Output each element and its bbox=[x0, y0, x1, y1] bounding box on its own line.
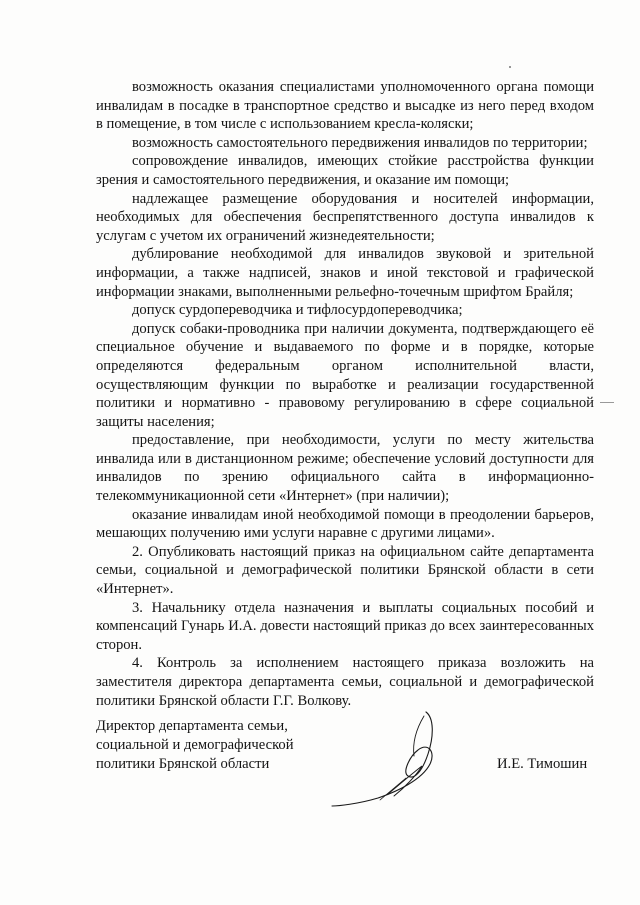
paragraph-information-duplication: дублирование необходимой для инвалидов звуковой и зрительной информации, а также надписей, знаков и иной текстовой и графической информации знаками, выполненными рельефно-точечным шрифтом Брайля; bbox=[96, 246, 594, 300]
paragraph-escort: сопровождение инвалидов, имеющих стойкие расстройства функции зрения и самостоятельного передвижения, и оказание им помощи; bbox=[96, 153, 594, 188]
paragraph-sign-interpreter: допуск сурдопереводчика и тифлосурдопереводчика; bbox=[132, 302, 463, 319]
paragraph-item-2-publish: 2. Опубликовать настоящий приказ на официальном сайте департамента семьи, социальной и демографической политики Брянской области в сети «Интернет». bbox=[96, 543, 594, 598]
paragraph-remote-service: предоставление, при необходимости, услуги по месту жительства инвалида или в дистанционном режиме; обеспечение условий доступности для инвалидов по зрению официального сайта в информационно-телекоммуникационной сети «Интернет» (при наличии); bbox=[96, 432, 594, 505]
scan-speck bbox=[600, 402, 614, 403]
paragraph-boarding-assistance: возможность оказания специалистами уполномоченного органа помощи инвалидам в посадке в транспортное средство и высадке из него перед входом в помещение, в том числе с использованием кресла-коляски; bbox=[96, 79, 594, 133]
signatory-name: И.Е. Тимошин bbox=[497, 756, 588, 772]
signatory-position-line: Директор департамента семьи, bbox=[96, 718, 288, 734]
signatory-position bbox=[96, 717, 294, 774]
paragraph-guide-dog: допуск собаки-проводника при наличии документа, подтверждающего её специальное обучение и выдаваемого по форме и в порядке, которые определяются федеральным органом исполнительной власти, осуществляющим функции по выработке и реализации государственной политики и нормативно - правовому регулированию в сфере социальной защиты населения; bbox=[96, 320, 594, 430]
paragraph-other-assistance: оказание инвалидам иной необходимой помощи в преодолении барьеров, мешающих получению ими услуги наравне с другими лицами». bbox=[96, 506, 594, 542]
paragraph-item-4-control: 4. Контроль за исполнением настоящего приказа возложить на заместителя директора департамента семьи, социальной и демографической политики Брянской области Г.Г. Волкову. bbox=[96, 655, 594, 709]
paragraph-equipment-placement: надлежащее размещение оборудования и носителей информации, необходимых для обеспечения беспрепятственного доступа инвалидов к услугам с учетом их ограничений жизнедеятельности; bbox=[96, 190, 594, 244]
signatory-position-line: социальной и демографической bbox=[96, 737, 294, 753]
scan-speck bbox=[509, 66, 511, 68]
handwritten-signature bbox=[318, 706, 458, 818]
paragraph-item-3-notify: 3. Начальнику отдела назначения и выплаты социальных пособий и компенсаций Гунарь И.А. довести настоящий приказ до всех заинтересованных сторон. bbox=[96, 599, 594, 653]
order-body-text bbox=[96, 78, 594, 710]
signatory-position-line: политики Брянской области bbox=[96, 756, 270, 772]
paragraph-independent-movement: возможность самостоятельного передвижения инвалидов по территории; bbox=[132, 134, 588, 151]
